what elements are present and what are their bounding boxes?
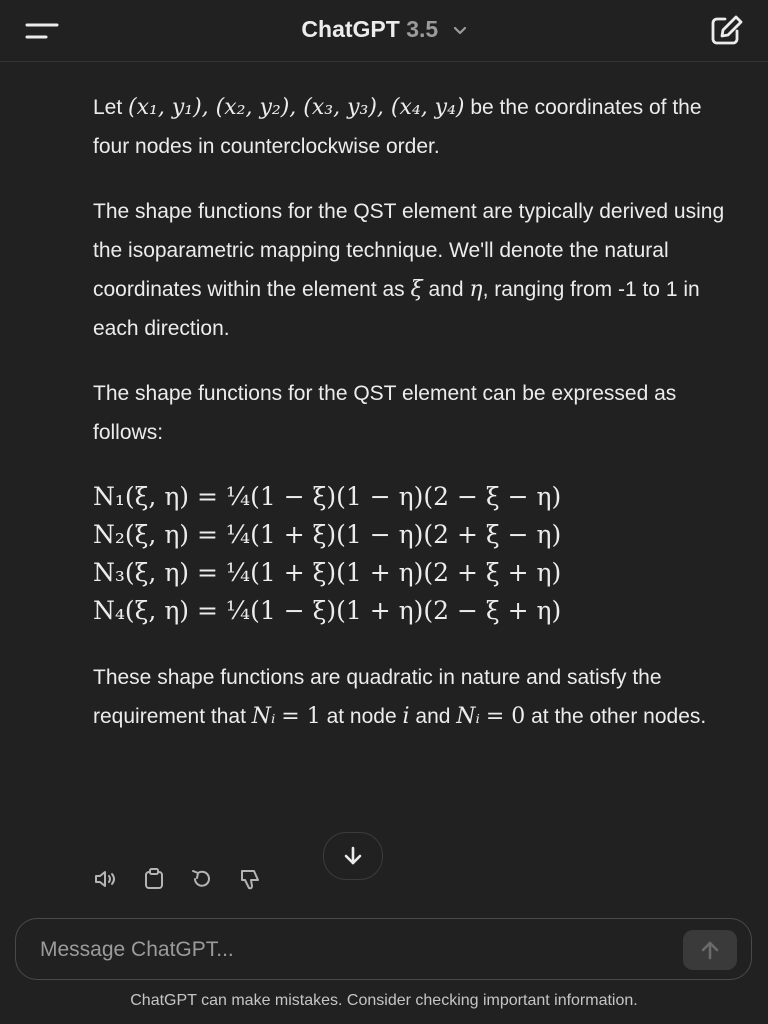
disclaimer-text: ChatGPT can make mistakes. Consider checking important information. [130,992,638,1009]
paragraph-expressed: The shape functions for the QST element can be expressed as follows: [93,382,677,444]
message-input[interactable] [38,933,662,967]
conclusion-text-1: These shape functions are quadratic in nature and satisfy the requirement that [93,666,662,728]
shape-function-equations [93,478,743,630]
model-version: 3.5 [406,16,439,42]
regenerate-button[interactable] [189,866,215,892]
arrow-down-icon [342,845,364,867]
paragraph-intro [93,88,743,166]
conclusion-text-2: at node [326,705,397,728]
copy-button[interactable] [141,866,167,892]
top-bar [0,0,768,62]
iso-and: and [428,278,464,301]
xi-symbol: ξ [410,277,423,302]
scroll-to-bottom-button[interactable] [323,832,383,880]
clipboard-icon [141,866,167,892]
assistant-message [93,88,743,762]
intro-rest: be the coordinates of the four nodes in counterclockwise order. [93,96,702,158]
coordinates-math: (x₁, y₁), (x₂, y₂), (x₃, y₃), (x₄, y₄) [128,95,465,120]
equals-zero: = 0 [485,704,526,729]
equation-n2: N₂(ξ, η) = ¼(1 + ξ)(1 − η)(2 + ξ − η) [93,520,562,549]
equation-n4: N₄(ξ, η) = ¼(1 − ξ)(1 + η)(2 − ξ + η) [93,596,562,625]
iso-text-1: The shape functions for the QST element are typically derived using the isoparametric mapping technique. We'll denote the natural coordinates within the element as [93,200,725,301]
thumbs-down-icon [237,866,263,892]
ni-symbol: Nᵢ [251,704,276,729]
eta-symbol: η [469,277,483,302]
conclusion-text-3: and [415,705,451,728]
equals-one: = 1 [281,704,321,729]
equation-n3: N₃(ξ, η) = ¼(1 + ξ)(1 + η)(2 + ξ + η) [93,558,562,587]
thumbs-down-button[interactable] [237,866,263,892]
paragraph-isoparametric [93,192,743,348]
i-symbol: i [402,704,410,729]
new-chat-button[interactable] [708,14,746,48]
intro-lead: Let [93,96,123,119]
read-aloud-button[interactable] [93,866,119,892]
speaker-icon [93,866,119,892]
equation-n1: N₁(ξ, η) = ¼(1 − ξ)(1 − η)(2 − ξ − η) [93,482,562,511]
arrow-up-icon [699,939,721,961]
message-actions [93,866,263,892]
ni-symbol-2: Nᵢ [456,704,480,729]
app-title: ChatGPT [301,16,400,42]
refresh-icon [189,866,215,892]
message-composer [15,918,752,980]
iso-text-2: , ranging from -1 to 1 in each direction. [93,278,700,340]
chevron-down-icon [453,26,467,36]
paragraph-conclusion [93,658,743,736]
model-selector[interactable] [0,16,768,43]
compose-icon [708,14,746,48]
conclusion-text-4: at the other nodes. [531,705,707,728]
send-button[interactable] [683,930,737,970]
